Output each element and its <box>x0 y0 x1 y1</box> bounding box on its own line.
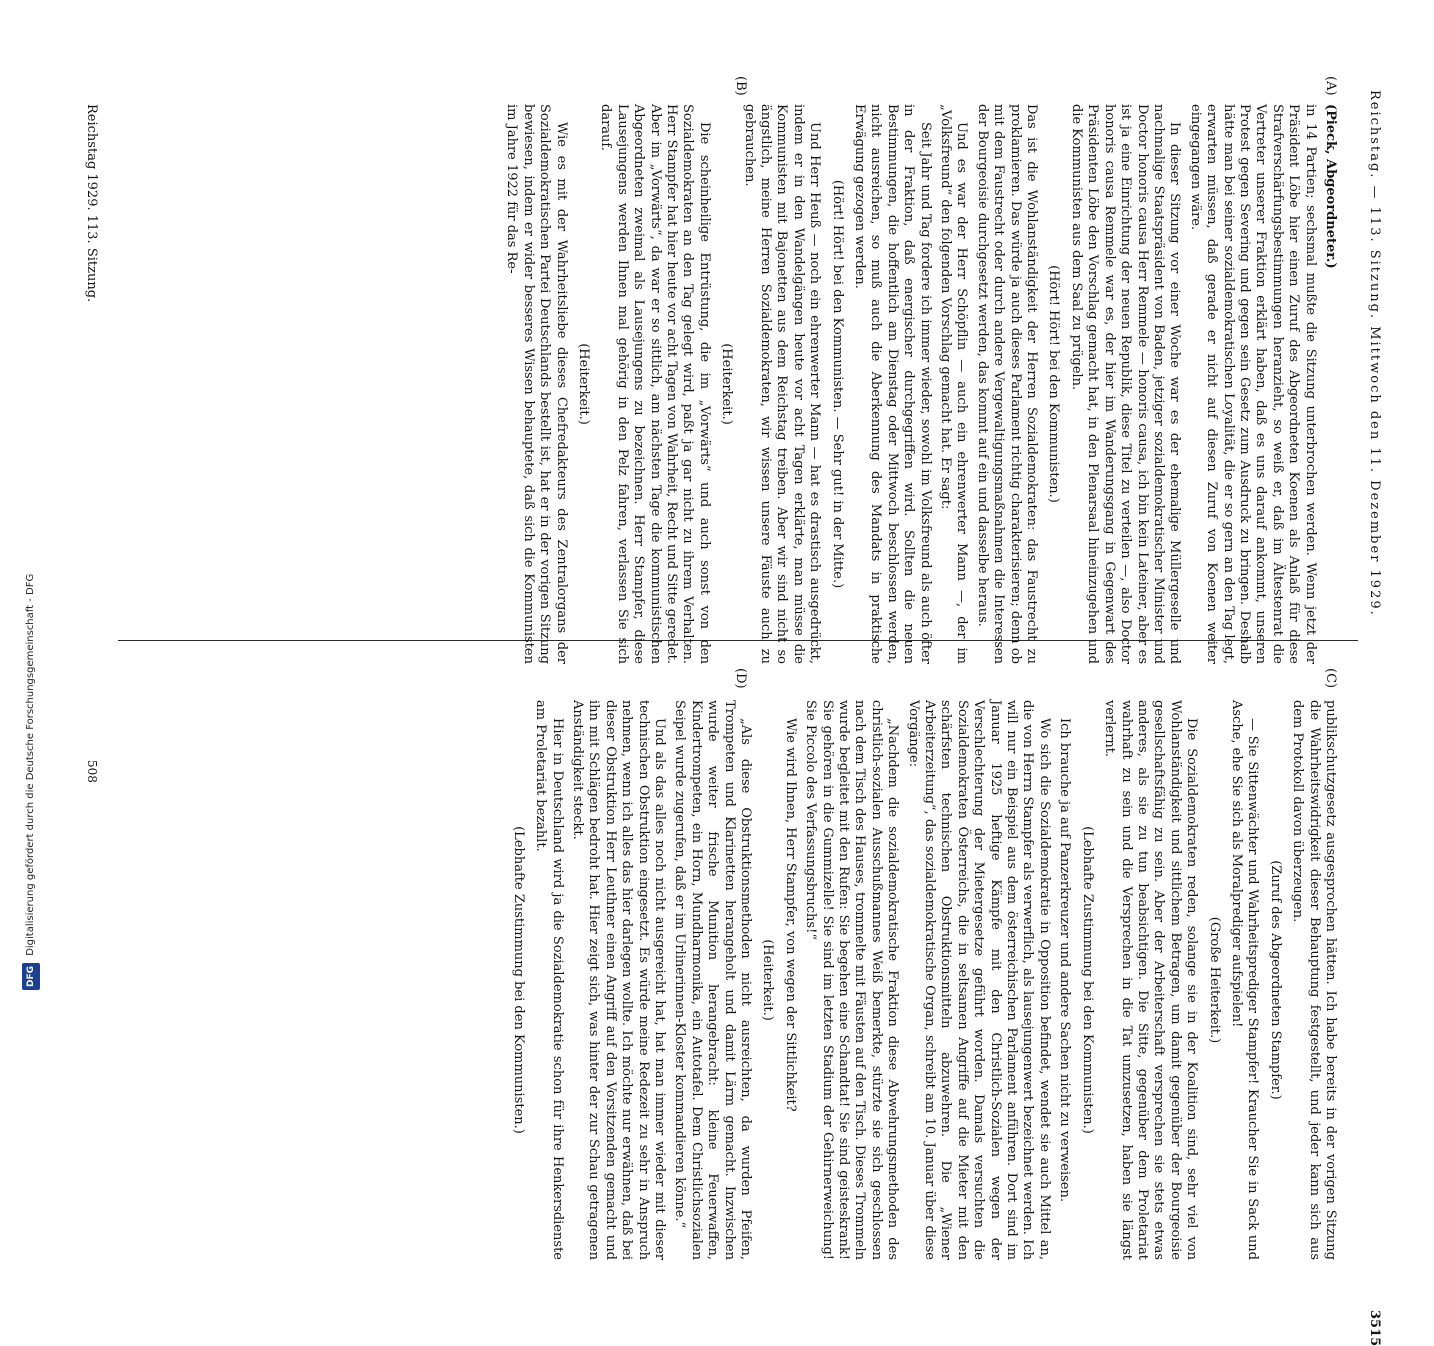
speaker-line: (Pieck, Abgeordneter.) <box>1323 104 1338 269</box>
quote-paragraph: „Nachdem die sozialdemokratische Fraktion diese Abwehrungsmethoden des christlich-sozialen Ausschußmannes Weiß bemerkte, stürzte sie sich geschlossen nach dem Tisch des Hauses, trommelte mit Fäusten auf den Tisch. Dieses Trommeln wurde begleitet mit den Rufen: Sie begehen eine Schandtat! Sie sind geisteskrank! Sie gehören in die Gummizelle! Sie sind im letzten Stadium der Gehirnerweichung! Sie Piccolo des Verfassungsbruchs!“ <box>803 700 901 1260</box>
paragraph: Und als das alles noch nicht ausgereicht hat, hat man immer wieder mit dieser technischen Obstruktion eingesetzt. Es würde meine Redezeit zu sehr in Anspruch nehmen, wenn ich alles das hier darlegen wollte. Ich möchte nur erwähnen, daß bei dieser Obstruktion Herr Leuthner einen Angriff auf den Vorsitzenden gemacht und ihn mit Schlägen bedroht hat. Hier zeigt sich, was hinter der zur Schau getragenen Anständigkeit steckt. <box>569 700 667 1260</box>
paragraph: Die Sozialdemokraten reden, solange sie in der Koalition sind, sehr viel von Wohlanständigkeit und sittlichem Betragen, um damit gegenüber der Bourgeoisie gesellschaftsfähig zu sein. Aber der Arbeiterschaft versprechen sie stets etwas anderes, als sie zu tun beabsichtigen. Die Sitte, gegenüber dem Proletariat wahrhaft zu sein und die Versprechen in die Tat umzusetzen, haben sie längst verlernt. <box>1102 700 1200 1260</box>
left-column <box>499 104 1338 664</box>
margin-letter-a: (A) <box>1323 76 1338 96</box>
paragraph: publikschutzgesetz ausgesprochen hätten. Ich habe bereits in der vorigen Sitzung die Wahrheitswidrigkeit dieser Behauptung festgestellt, und jeder kann sich aus dem Protokoll davon überzeugen. <box>1290 700 1338 1260</box>
interjection: (Heiterkeit.) <box>575 343 591 425</box>
interjection: (Hört! Hört! bei den Kommunisten. — Sehr gut! in der Mitte.) <box>829 179 845 589</box>
paragraph: Und Herr Heuß — noch ein ehrenwerter Mann — hat es drastisch ausgedrückt, indem er in den Wandelgängen heute vor acht Tagen erklärte, man müsse die Kommunisten mit Bajonetten aus dem Reichstag treiben. Aber wir sind nicht so ängstlich, meine Herren Sozialdemokraten, wir wissen unsere Fäuste auch zu gebrauchen. <box>741 104 823 664</box>
interjection: (Große Heiterkeit.) <box>1206 916 1222 1044</box>
footer-session: Reichstag 1929. 113. Sitzung. <box>84 104 99 303</box>
dfg-sidebar <box>0 0 36 1000</box>
header-title: Reichstag. — 113. Sitzung. Mittwoch den 11. Dezember 1929. <box>1367 90 1382 617</box>
quote-paragraph: „Als diese Obstruktionsmethoden nicht ausreichten, da wurden Pfeifen, Trompeten und Klarinetten herangeholt und damit Lärm gemacht. Inzwischen wurde weiter frische Munition herangebracht: kleine Feuerwaffen, Kindertrompeten, ein Horn, Mundharmonika, ein Autotafel. Dem Christlichsozialen Seipel wurde zugerufen, daß er im Urlinerinnen-Kloster kommandieren könne.“ <box>672 700 753 1260</box>
paragraph: Das ist die Wohlanständigkeit der Herren Sozialdemokraten: das Faustrecht zu proklamieren. Das würde ja auch dieses Parlament richtig charakterisieren; denn ob mit dem Faustrecht oder durch andere Vergewaltigungsmaßnahmen die Interessen der Bourgeoisie durchgesetzt werden, das kommt auf ein und dasselbe heraus. <box>974 104 1040 664</box>
paragraph: — Sie Sittenwächter und Wahrheitsprediger Stampfer! Kraucher Sie in Sack und Asche, ehe Sie sich als Moralprediger aufspielen! <box>1228 700 1261 1260</box>
paragraph: Wie wird Ihnen, Herr Stampfer, von wegen der Sittlichkeit? <box>782 718 798 1112</box>
paragraph: Und es war der Herr Schöpflin — auch ein ehrenwerter Mann —, der im „Volksfreund“ den folgenden Vorschlag gemacht hat. Er sagt: <box>938 104 970 664</box>
margin-letter-d: (D) <box>733 668 748 689</box>
margin-letter-b: (B) <box>733 76 748 96</box>
paragraph: in 14 Partien; sechsmal mußte die Sitzung unterbrochen werden. Wenn jetzt der Präsident Löbe hier einen Zuruf des Abgeordneten Koenen als Anlaß für diese Strafverschärfungsbestimmungen heranzieht, so weiß er, daß im Ältestenrat die Vertreter unserer Fraktion erklärt haben, daß es uns darauf ankommt, unseren Protest gegen Severing und gegen sein Gesetz zum Ausdruck zu bringen. Deshalb hätte man bei seiner sozialdemokratischen Loyalität, die er so gern an den Tag legt, erwarten müssen, daß gerade er nicht auf diesen Zuruf von Koenen weiter eingegangen wäre. <box>1187 104 1318 664</box>
paragraph: In dieser Sitzung vor einer Woche war es der ehemalige Müllergeselle und nachmalige Staatspräsident von Baden, jetziger sozialdemokratischer Minister und Doctor honoris causa Herr Remmele — honoris causa, ich bin kein Lateiner, aber es ist ja eine Einrichtung der neuen Republik, diese Titel zu verteilen —, also Doctor honoris causa Remmele war es, der hier im Wanderungsgang in Gegenwart des Präsidenten Löbe den Vorschlag gemacht hat, in den Plenarsaal hineinzugehen und die Kommunisten aus dem Saal zu prügeln. <box>1068 104 1183 664</box>
quote-paragraph: Seit Jahr und Tag fordere ich immer wieder, sowohl im Volksfreund als auch öfter in der Fraktion, daß energischer durchgegriffen wird. Sollten die neuen Bestimmungen, die hoffentlich am Dienstag oder Mittwoch beschlossen werden, nicht ausreichen, so muß auch die Aberkennung des Mandats in praktische Erwägung gezogen werden. <box>852 104 933 664</box>
paragraph: Wo sich die Sozialdemokratie in Opposition befindet, wendet sie auch Mittel an, die von Herrn Stampfer als verwerflich, als lausejungenwert bezeichnet werden. Ich will nur ein Beispiel aus dem österreichischen Parlament anführen. Dort sind im Januar 1925 heftige Kämpfe mit den Christlich-Sozialen wegen der Verschlechterung der Mietergesetze geführt worden. Damals versuchten die Sozialdemokraten Österreichs, die in seltsamen Angriffe auf die Mieter mit den schärfsten technischen Obstruktionsmitteln abzuwehren. Die „Wiener Arbeiterzeitung“, das sozialdemokratische Organ, schreibt am 10. Januar über diese Vorgänge: <box>905 700 1052 1260</box>
interjection: (Hört! Hört! bei den Kommunisten.) <box>1046 265 1062 503</box>
interjection: (Zuruf des Abgeordneten Stampfer.) <box>1267 860 1283 1100</box>
interjection: (Heiterkeit.) <box>760 939 776 1021</box>
header-page-number: 3515 <box>1367 1310 1382 1346</box>
right-column <box>503 700 1338 1260</box>
interjection: (Lebhafte Zustimmung bei den Kommunisten.) <box>510 826 526 1134</box>
paragraph: Hier in Deutschland wird ja die Sozialdemokratie schon für ihre Henkersdienste am Proletariat bezahlt. <box>533 700 565 1260</box>
interjection: (Heiterkeit.) <box>719 343 735 425</box>
paragraph: Wie es mit der Wahrheitsliebe dieses Chefredakteurs des Zentralorgans der Sozialdemokratischen Partei Deutschlands bestellt ist, hat er in der vorigen Sitzung bewiesen, indem er wider besseres Wissen behauptete, daß sich die Kommunisten im Jahre 1922 für das Re- <box>504 104 569 664</box>
paragraph: Die scheinheilige Entrüstung, die im „Vorwärts“ und auch sonst von den Sozialdemokraten an den Tag gelegt wird, paßt ja gar nicht zu ihrem Verhalten. Herr Stampfer hat hier heute vor acht Tagen von Wahrheit, Recht und Sitte geredet. Aber im „Vorwärts“, da war er so sittlich, am nächsten Tage die kommunistischen Abgeordneten zweimal als Lausejungens zu bezeichnen. Herr Stampfer, diese Lausejungens werden Ihnen mal gehörig in den Pelz fahren, verlassen Sie sich darauf. <box>598 104 712 664</box>
dfg-funding-note: Digitalisierung gefördert durch die Deutsche Forschungsgemeinschaft - DFG <box>25 573 36 956</box>
paragraph: Ich brauche ja auf Panzerkreuzer und andere Sachen nicht zu verweisen. <box>1057 718 1073 1203</box>
footer-page-number: 508 <box>85 760 99 783</box>
margin-letter-c: (C) <box>1323 668 1338 689</box>
interjection: (Lebhafte Zustimmung bei den Kommunisten.) <box>1079 826 1095 1134</box>
dfg-logo-icon: DFG <box>22 963 40 990</box>
